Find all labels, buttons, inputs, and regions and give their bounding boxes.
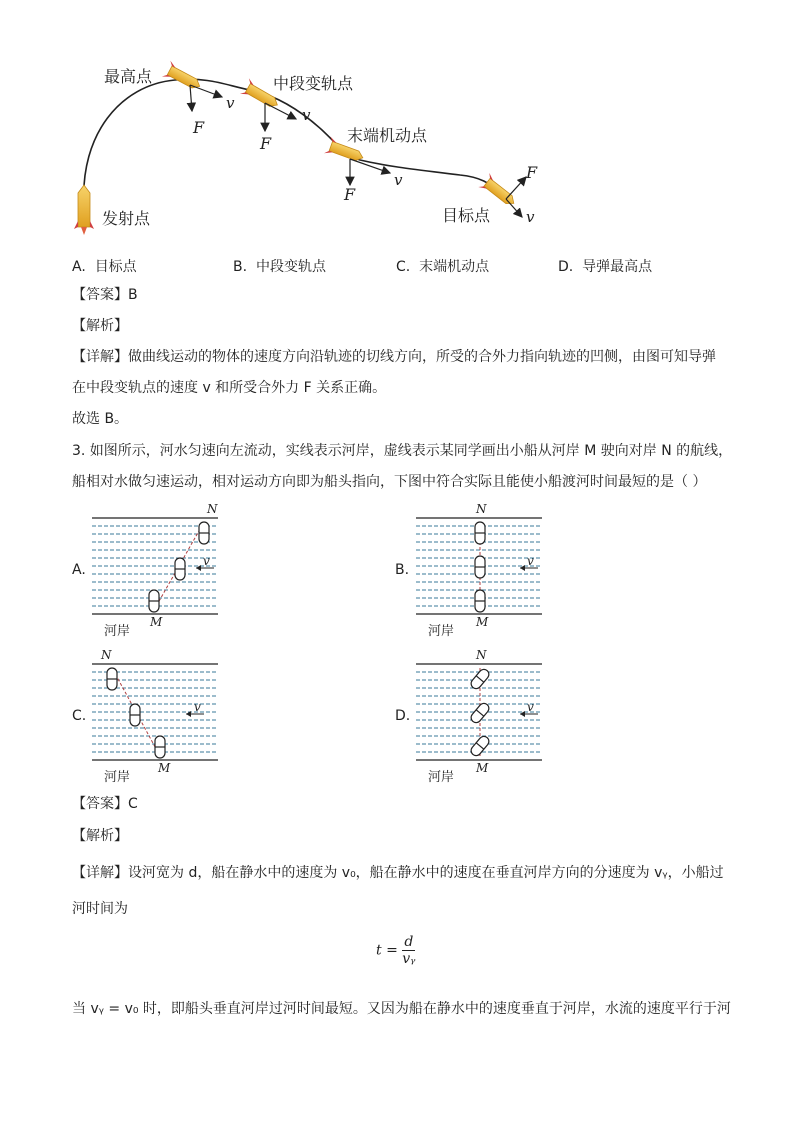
label-launch: 发射点: [102, 209, 151, 228]
choice-b: B. 中段变轨点: [233, 259, 326, 275]
c-flow-v: v: [194, 700, 201, 714]
trajectory-path: [84, 79, 500, 205]
q3-analysis-tag: 【解析】: [72, 828, 128, 844]
q3-detail-line2: 河时间为: [72, 901, 128, 917]
a-point-m: M: [150, 615, 163, 629]
q3-option-b-letter: B.: [395, 562, 410, 578]
highest-velocity-arrow: [190, 85, 222, 97]
a-point-n: N: [207, 502, 218, 516]
midcourse-velocity-arrow: [265, 103, 296, 119]
v-label-target: v: [526, 208, 535, 226]
v-label-highest: v: [226, 94, 235, 112]
highest-rocket-icon: [162, 61, 204, 95]
f-label-terminal: F: [344, 185, 356, 204]
label-midcourse: 中段变轨点: [273, 74, 354, 93]
q3-stem-line1: 3. 如图所示，河水匀速向左流动，实线表示河岸，虚线表示某同学画出小船从河岸 M 驶向对岸 N 的航线，: [72, 443, 733, 459]
b-bank-label: 河岸: [428, 624, 455, 639]
b-flow-v: v: [527, 554, 534, 568]
q3-detail-line1: 【详解】设河宽为 d，船在静水中的速度为 v₀，船在静水中的速度在垂直河岸方向的分速度为 vᵧ，小船过: [72, 865, 724, 881]
river-diagram-c: [92, 650, 222, 782]
q3-stem-line2: 船相对水做匀速运动，相对运动方向即为船头指向，下图中符合实际且能使小船渡河时间最短的是（ ）: [72, 474, 707, 490]
q2-conclusion: 故选 B。: [72, 411, 129, 427]
label-target: 目标点: [442, 206, 491, 225]
d-flow-v: v: [527, 700, 534, 714]
q3-option-c-letter: C.: [72, 708, 87, 724]
f-label-midcourse: F: [260, 134, 272, 153]
terminal-velocity-arrow: [350, 159, 390, 173]
q3-option-a-letter: A.: [72, 562, 86, 578]
label-terminal: 末端机动点: [347, 126, 428, 145]
a-flow-v: v: [203, 554, 210, 568]
choice-a: A. 目标点: [72, 259, 137, 275]
choice-d: D. 导弹最高点: [558, 259, 653, 275]
f-label-highest: F: [193, 118, 205, 137]
f-label-target: F: [526, 163, 538, 182]
v-label-terminal: v: [394, 171, 403, 189]
q3-detail-line3: 当 vᵧ = v₀ 时，即船头垂直河岸过河时间最短。又因为船在静水中的速度垂直于河岸，水流的速度平行于河: [72, 1001, 731, 1017]
label-highest: 最高点: [104, 67, 153, 86]
d-point-m: M: [476, 761, 489, 775]
q2-answer: 【答案】B: [72, 287, 138, 303]
q3-formula: t = $\frac{d}{\text{vᵧ}}$: [376, 934, 416, 967]
q3-option-d-letter: D.: [395, 708, 411, 724]
q2-detail-line1: 【详解】做曲线运动的物体的速度方向沿轨迹的切线方向，所受的合外力指向轨迹的凹侧，由图可知导弹: [72, 349, 716, 365]
choice-c: C. 末端机动点: [396, 259, 490, 275]
q2-detail-line2: 在中段变轨点的速度 v 和所受合外力 F 关系正确。: [72, 380, 387, 396]
b-point-m: M: [476, 615, 489, 629]
highest-force-arrow: [190, 85, 192, 111]
c-point-n: N: [101, 648, 112, 662]
c-point-m: M: [158, 761, 171, 775]
v-label-midcourse: v: [302, 106, 311, 124]
c-bank-label: 河岸: [104, 770, 131, 785]
launch-rocket-icon: [74, 185, 94, 235]
d-bank-label: 河岸: [428, 770, 455, 785]
q3-answer: 【答案】C: [72, 796, 138, 812]
b-point-n: N: [476, 502, 487, 516]
target-force-arrow: [506, 177, 526, 199]
a-bank-label: 河岸: [104, 624, 131, 639]
q2-analysis-tag: 【解析】: [72, 318, 128, 334]
d-point-n: N: [476, 648, 487, 662]
target-velocity-arrow: [506, 199, 522, 217]
